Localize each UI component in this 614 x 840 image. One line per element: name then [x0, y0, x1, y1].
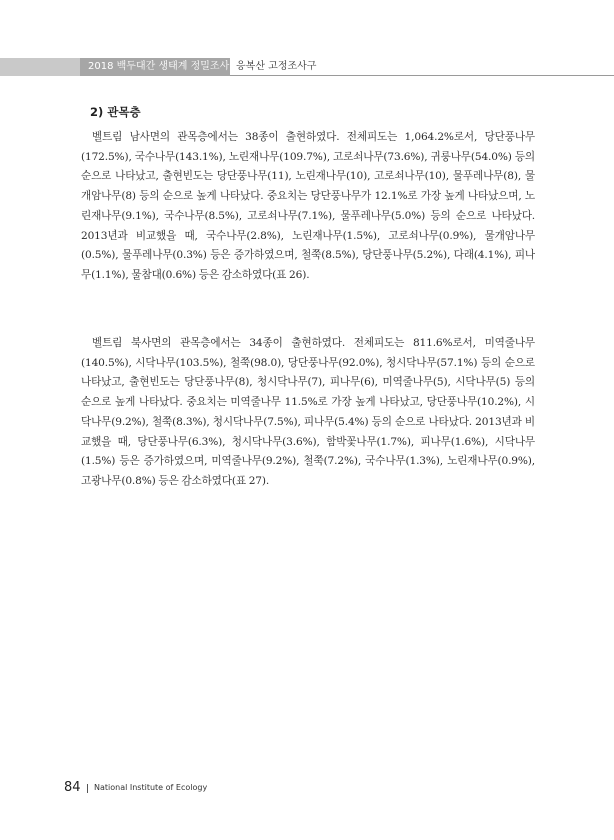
paragraph-south-slope: 벨트림 남사면의 관목층에서는 38종이 출현하였다. 전체피도는 1,064.2%로서, 당단풍나무(172.5%), 국수나무(143.1%), 노린재나무(109.7%), 고로쇠나무(73.6%), 귀룽나무(54.0%) 등의 순으로 나타났고, 출현빈도는 당단풍나무(11), 노린재나무(10), 고로쇠나무(10), 물푸레나무(8), 물개암나무(8) 등의 순으로 높게 나타났다. 중요치는 당단풍나무가 12.1%로 가장 높게 나타났으며, 노린재나무(9.1%), 국수나무(8.5%), 고로쇠나무(7.1%), 물푸레나무(5.0%) 등의 순으로 나타났다. 2013년과 비교했을 때, 국수나무(2.8%), 노린재나무(1.5%), 고로쇠나무(0.9%), 물개암나무(0.5%), 물푸레나무(0.3%) 등은 증가하였으며, 철쭉(8.5%), 당단풍나무(5.2%), 다래(4.1%), 피나무(1.1%), 물참대(0.6%) 등은 감소하였다(표 26). — [81, 131, 535, 281]
footer-divider — [87, 784, 88, 793]
header-report-title: 2018 백두대간 생태계 정밀조사 — [80, 58, 230, 76]
page-number: 84 — [64, 780, 81, 795]
header-rule — [230, 75, 614, 76]
section-heading: 2) 관목층 — [90, 105, 141, 119]
footer-institution: National Institute of Ecology — [94, 783, 208, 792]
header-accent-block — [0, 58, 80, 76]
header-subtitle: 응복산 고정조사구 — [236, 61, 317, 72]
paragraph-north-slope: 벨트림 북사면의 관목층에서는 34종이 출현하였다. 전체피도는 811.6%로서, 미역줄나무(140.5%), 시닥나무(103.5%), 철쭉(98.0), 당단풍나무(92.0%), 청시닥나무(57.1%) 등의 순으로 나타났고, 출현빈도는 당단풍나무(8), 청시닥나무(7), 피나무(6), 미역줄나무(5), 시닥나무(5) 등의 순으로 높게 나타났다. 중요치는 미역줄나무 11.5%로 가장 높게 나타났고, 당단풍나무(10.2%), 시닥나무(9.2%), 철쭉(8.3%), 청시닥나무(7.5%), 피나무(5.4%) 등의 순으로 나타났다. 2013년과 비교했을 때, 당단풍나무(6.3%), 청시닥나무(3.6%), 함박꽃나무(1.7%), 피나무(1.6%), 시닥나무(1.5%) 등은 증가하였으며, 미역줄나무(9.2%), 철쭉(7.2%), 국수나무(1.3%), 노린재나무(0.9%), 고광나무(0.8%) 등은 감소하였다(표 27). — [81, 337, 535, 487]
running-header — [0, 58, 614, 76]
